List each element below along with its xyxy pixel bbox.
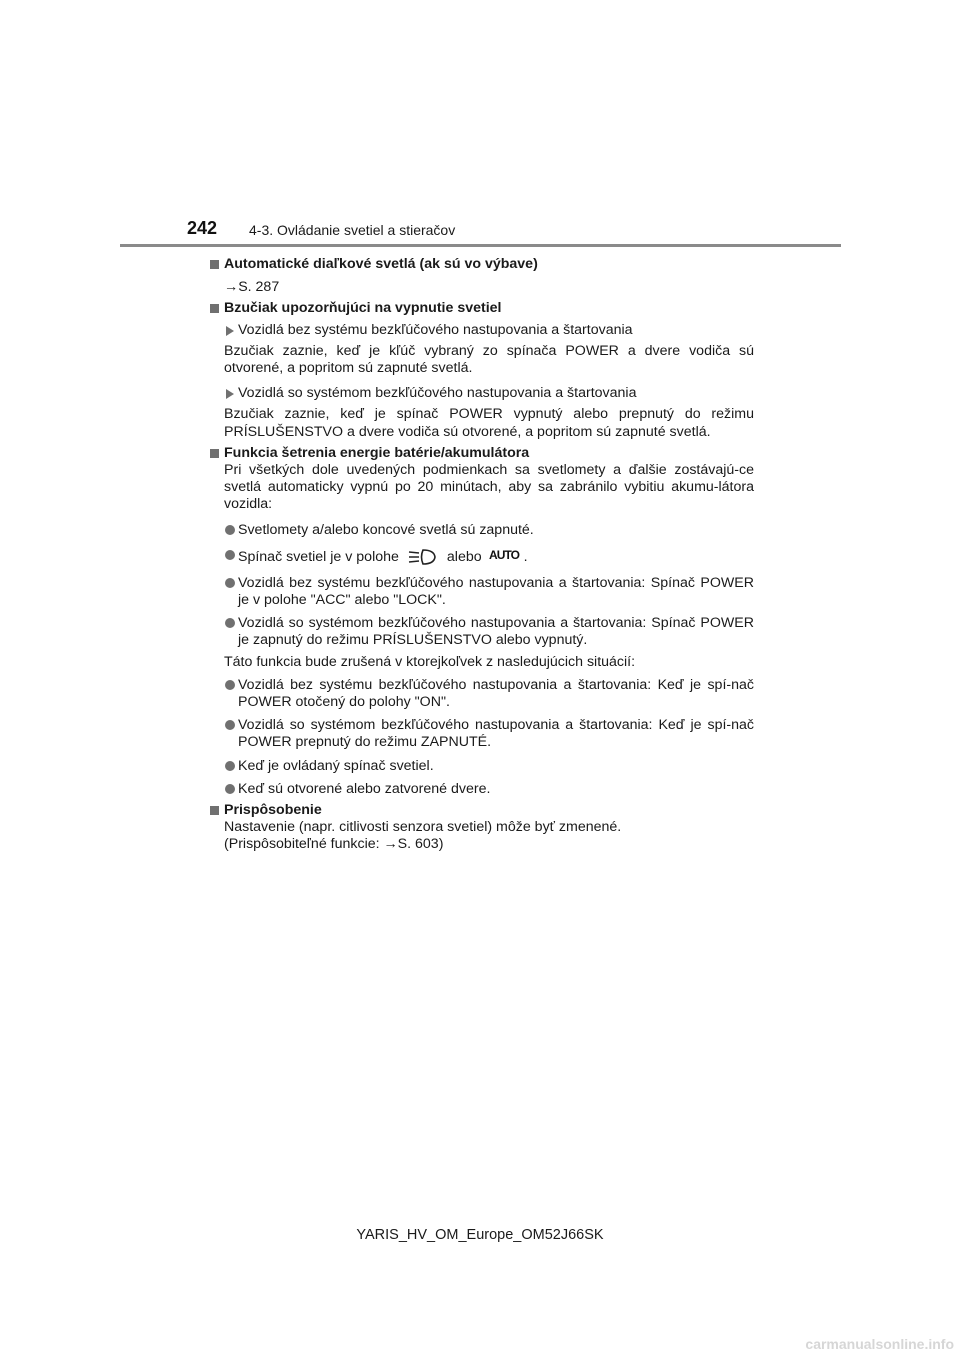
document-id: YARIS_HV_OM_Europe_OM52J66SK <box>356 1227 604 1243</box>
subheading-with-keyless: Vozidlá so systémom bezkľúčového nastupovania a štartovania <box>224 385 754 402</box>
section-heading-customization: Prispôsobenie <box>210 802 754 819</box>
list-item: Keď sú otvorené alebo zatvorené dvere. <box>224 781 754 798</box>
section-title: 4-3. Ovládanie svetiel a stieračov <box>249 222 456 238</box>
round-bullet-icon <box>225 720 235 730</box>
subheading-without-keyless: Vozidlá bez systému bezkľúčového nastupovania a štartovania <box>224 322 754 339</box>
triangle-bullet-icon <box>226 326 234 336</box>
paragraph: Táto funkcia bude zrušená v ktorejkoľvek z nasledujúcich situácií: <box>224 653 636 670</box>
square-bullet-icon <box>210 260 219 269</box>
round-bullet-icon <box>225 525 235 535</box>
auto-light-icon <box>488 547 522 566</box>
square-bullet-icon <box>210 304 219 313</box>
list-item: Keď je ovládaný spínač svetiel. <box>224 758 754 775</box>
page-number: 242 <box>187 218 218 238</box>
page-header <box>187 218 747 242</box>
list-item: Vozidlá so systémom bezkľúčového nastupovania a štartovania: Keď je spí-nač POWER prepnutý do režimu ZAPNUTÉ. <box>224 717 754 751</box>
square-bullet-icon <box>210 449 219 458</box>
round-bullet-icon <box>225 618 235 628</box>
triangle-bullet-icon <box>226 389 234 399</box>
square-bullet-icon <box>210 806 219 815</box>
paragraph: Bzučiak zaznie, keď je spínač POWER vypnutý alebo prepnutý do režimu PRÍSLUŠENSTVO a dvere vodiča sú otvorené, a popritom sú zapnuté svetlá. <box>224 406 754 440</box>
page-content <box>210 256 754 854</box>
section-heading-battery-saver: Funkcia šetrenia energie batérie/akumulátora <box>210 445 754 462</box>
round-bullet-icon <box>225 784 235 794</box>
section-heading-buzzer: Bzučiak upozorňujúci na vypnutie svetiel <box>210 300 754 317</box>
header-rule <box>120 244 841 247</box>
section-heading-auto-high-beam: Automatické diaľkové svetlá (ak sú vo výbave) <box>210 256 754 273</box>
watermark: carmanualsonline.info <box>805 1336 954 1352</box>
round-bullet-icon <box>225 680 235 690</box>
svg-text:AUTO: AUTO <box>488 548 520 562</box>
list-item: Spínač svetiel je v polohe alebo AUTO . <box>224 547 754 567</box>
page-reference-link[interactable]: (Prispôsobiteľné funkcie: →S. 603) <box>224 836 444 853</box>
list-item: Vozidlá bez systému bezkľúčového nastupovania a štartovania: Spínač POWER je v polohe "ACC" alebo "LOCK". <box>224 575 754 609</box>
list-item: Vozidlá bez systému bezkľúčového nastupovania a štartovania: Keď je spí-nač POWER otočený do polohy "ON". <box>224 677 754 711</box>
round-bullet-icon <box>225 550 235 560</box>
list-item: Vozidlá so systémom bezkľúčového nastupovania a štartovania: Spínač POWER je zapnutý do režimu PRÍSLUŠENSTVO alebo vypnutý. <box>224 615 754 649</box>
paragraph: Bzučiak zaznie, keď je kľúč vybraný zo spínača POWER a dvere vodiča sú otvorené, a popritom sú zapnuté svetlá. <box>224 342 754 377</box>
page-reference-link[interactable]: →S. 287 <box>224 279 280 296</box>
round-bullet-icon <box>225 761 235 771</box>
paragraph: Pri všetkých dole uvedených podmienkach sa svetlomety a ďalšie zostávajú-ce svetlá automaticky vypnú po 20 minútach, aby sa zabránilo vybitiu akumu-látora vozidla: <box>224 462 754 513</box>
paragraph: Nastavenie (napr. citlivosti senzora svetiel) môže byť zmenené. <box>224 819 622 836</box>
tail-light-switch-icon <box>407 547 441 567</box>
list-item: Svetlomety a/alebo koncové svetlá sú zapnuté. <box>224 522 754 539</box>
round-bullet-icon <box>225 578 235 588</box>
